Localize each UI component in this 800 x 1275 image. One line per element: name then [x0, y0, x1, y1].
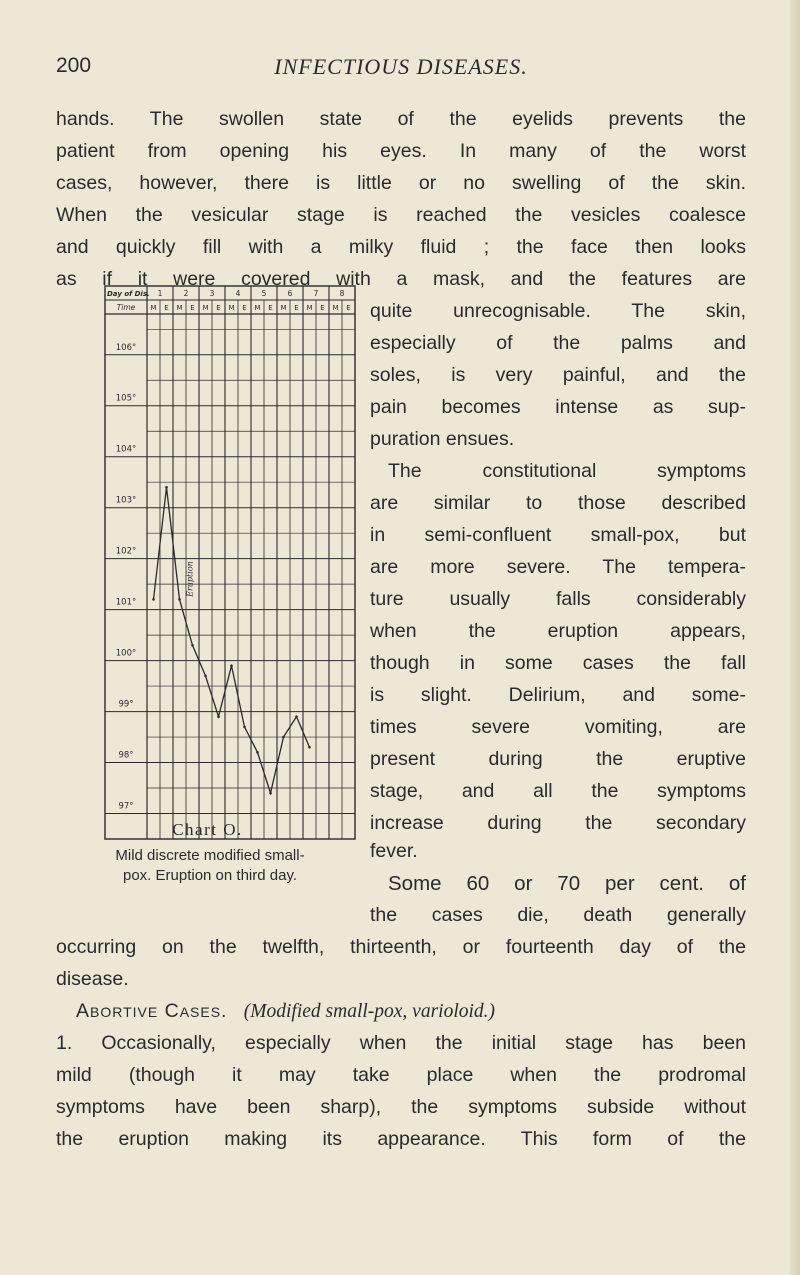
time-slot-label: M — [150, 304, 157, 312]
text-line: as if it were covered with a mask, and the features are — [56, 268, 746, 290]
temperature-point — [152, 598, 155, 601]
temperature-label: 102° — [115, 546, 137, 557]
time-slot-label: E — [216, 304, 221, 312]
time-slot-label: E — [268, 304, 273, 312]
day-label: 5 — [261, 289, 267, 298]
text-line: stage, and all the symptoms — [370, 780, 746, 802]
temperature-point — [230, 664, 233, 667]
text-line: cases, however, there is little or no swelling of the skin. — [56, 172, 746, 194]
chart-note-line: Mild discrete modified small- — [115, 847, 305, 864]
text-line: soles, is very painful, and the — [370, 364, 746, 386]
time-slot-label: M — [332, 304, 339, 312]
text-line: disease. — [56, 968, 129, 990]
text-line: mild (though it may take place when the prodromal — [56, 1064, 746, 1086]
text-line: present during the eruptive — [370, 748, 746, 770]
text-line: are similar to those described — [370, 492, 746, 514]
time-slot-label: E — [294, 304, 299, 312]
day-label: 4 — [235, 289, 241, 298]
text-line: When the vesicular stage is reached the vesicles coalesce — [56, 204, 746, 226]
temperature-point — [217, 715, 220, 718]
text-line: pain becomes intense as sup- — [370, 396, 746, 418]
text-line: ture usually falls considerably — [370, 588, 746, 610]
section-heading: Abortive Cases. — [76, 1000, 228, 1022]
text-line: patient from opening his eyes. In many of the worst — [56, 140, 746, 162]
time-slot-label: M — [280, 304, 287, 312]
temperature-point — [295, 715, 298, 718]
time-slot-label: M — [306, 304, 313, 312]
time-label: Time — [116, 303, 136, 312]
temperature-label: 97° — [118, 801, 134, 812]
day-label: 2 — [183, 289, 189, 298]
temperature-point — [191, 644, 194, 647]
text-line: puration ensues. — [370, 428, 515, 450]
page-edge — [790, 0, 800, 1275]
temperature-point — [243, 726, 246, 729]
text-line: times severe vomiting, are — [370, 716, 746, 738]
time-slot-label: M — [176, 304, 183, 312]
running-title: INFECTIOUS DISEASES. — [274, 54, 528, 79]
text-line: in semi-confluent small-pox, but — [370, 524, 746, 546]
text-line: occurring on the twelfth, thirteenth, or fourteenth day of the — [56, 936, 746, 958]
temperature-label: 104° — [115, 444, 137, 455]
chart-caption: Chart O. — [172, 820, 243, 839]
text-line: Some 60 or 70 per cent. of — [388, 872, 746, 895]
section-heading-line — [76, 996, 746, 1028]
temperature-label: 103° — [115, 495, 137, 506]
time-slot-label: E — [164, 304, 169, 312]
temperature-chart-svg — [103, 284, 358, 844]
temperature-point — [282, 736, 285, 739]
day-label: 6 — [287, 289, 293, 298]
time-slot-label: E — [242, 304, 247, 312]
time-slot-label: E — [320, 304, 325, 312]
chart-frame — [105, 286, 355, 839]
temperature-point — [178, 598, 181, 601]
time-slot-label: M — [254, 304, 261, 312]
temperature-label: 99° — [118, 699, 134, 710]
temperature-label: 106° — [115, 342, 137, 353]
eruption-label: Eruption — [185, 561, 195, 597]
text-line: 1. Occasionally, especially when the initial stage has been — [56, 1032, 746, 1054]
day-of-disease-label: Day of Dis. — [107, 290, 150, 298]
time-slot-label: E — [190, 304, 195, 312]
text-line: and quickly fill with a milky fluid ; the face then looks — [56, 236, 746, 258]
temperature-point — [269, 792, 272, 795]
time-slot-label: M — [202, 304, 209, 312]
text-line: is slight. Delirium, and some- — [370, 684, 746, 706]
temperature-label: 98° — [118, 750, 134, 761]
chart-note-line: pox. Eruption on third day. — [123, 867, 297, 884]
temperature-point — [204, 675, 207, 678]
page-number: 200 — [56, 54, 92, 77]
text-line: are more severe. The tempera- — [370, 556, 746, 578]
day-label: 8 — [339, 289, 345, 298]
chart-note — [55, 846, 365, 886]
day-label: 3 — [209, 289, 215, 298]
temperature-point — [308, 746, 311, 749]
text-line: fever. — [370, 840, 418, 862]
day-label: 7 — [313, 289, 319, 298]
text-line: though in some cases the fall — [370, 652, 746, 674]
text-line: quite unrecognisable. The skin, — [370, 300, 746, 322]
text-line: symptoms have been sharp), the symptoms subside without — [56, 1096, 746, 1118]
time-slot-label: E — [346, 304, 351, 312]
temperature-chart — [103, 284, 358, 844]
temperature-point — [256, 751, 259, 754]
temperature-label: 101° — [115, 597, 137, 608]
text-line: the cases die, death generally — [370, 904, 746, 926]
time-slot-label: M — [228, 304, 235, 312]
temperature-label: 100° — [115, 648, 137, 659]
text-line: especially of the palms and — [370, 332, 746, 354]
temperature-point — [165, 486, 168, 489]
text-line: increase during the secondary — [370, 812, 746, 834]
running-head — [56, 54, 746, 84]
day-label: 1 — [157, 289, 163, 298]
text-line: hands. The swollen state of the eyelids prevents the — [56, 108, 746, 130]
temperature-label: 105° — [115, 393, 137, 404]
text-line: when the eruption appears, — [370, 620, 746, 642]
section-subheading: (Modified small-pox, varioloid.) — [243, 1001, 496, 1022]
text-line: The constitutional symptoms — [388, 460, 746, 482]
text-line: the eruption making its appearance. This form of the — [56, 1128, 746, 1150]
